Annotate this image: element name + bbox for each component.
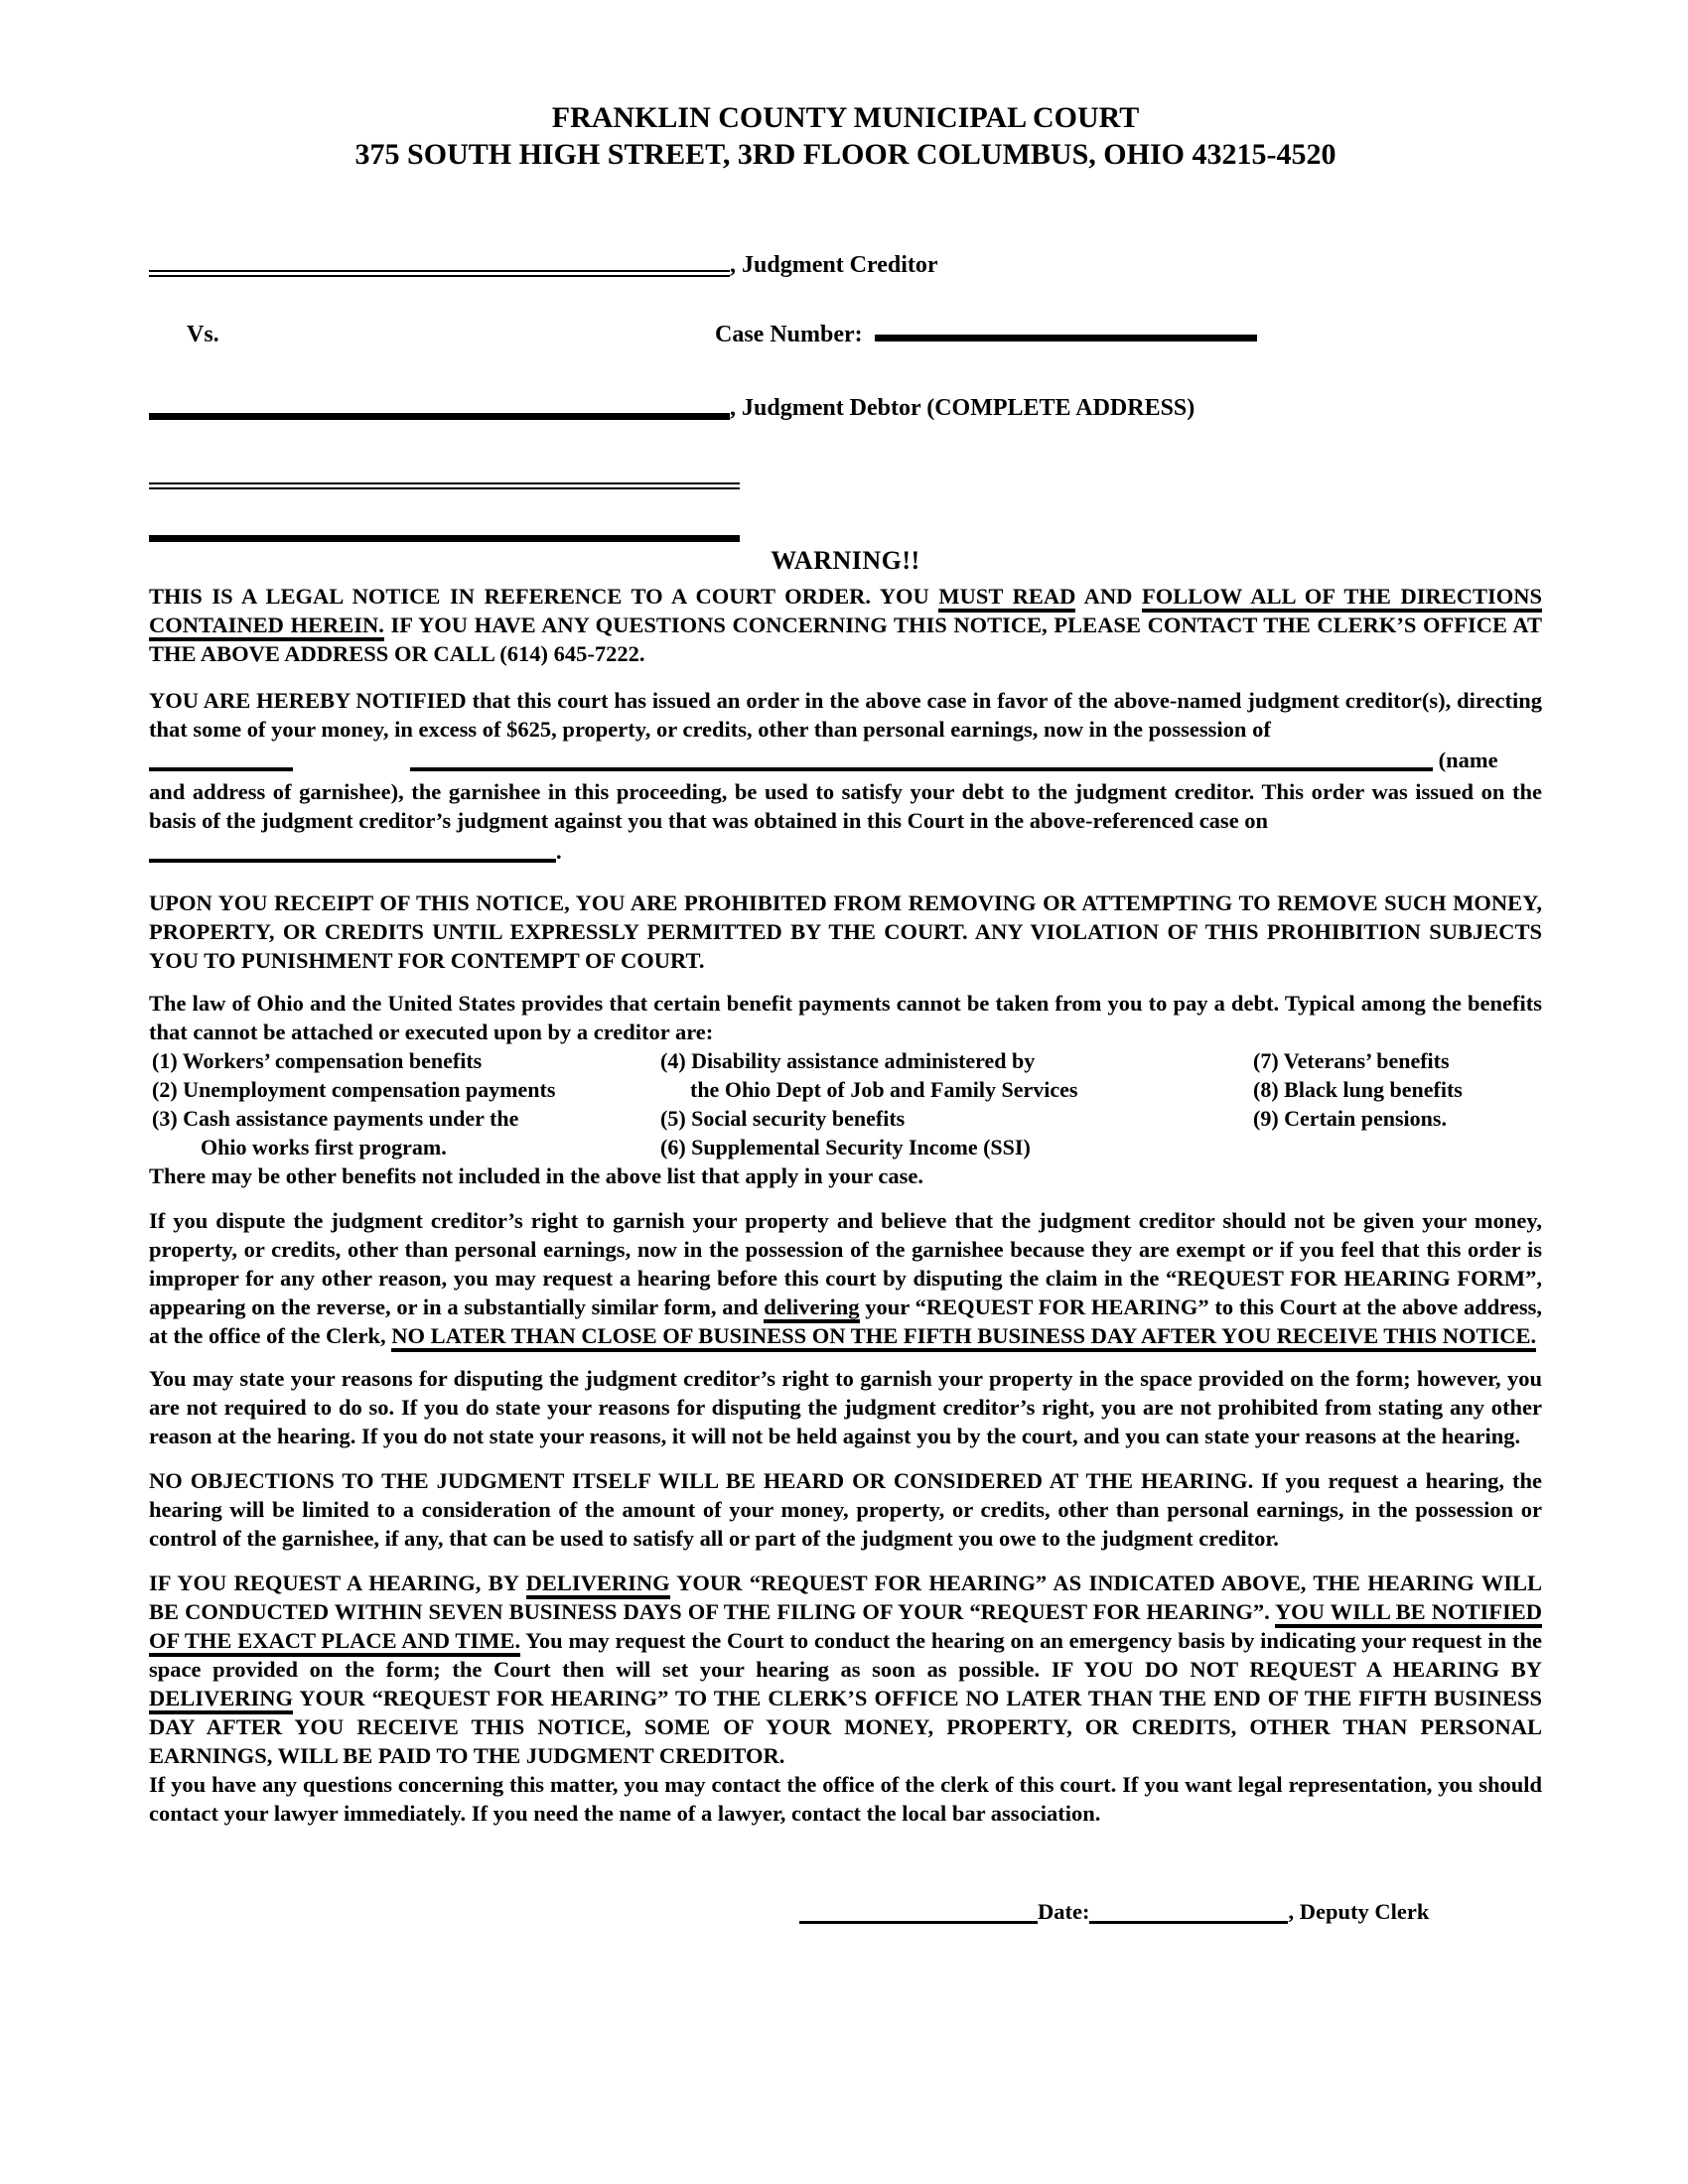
benefit-item-continuation: Ohio works first program. [201,1135,447,1160]
benefit-item: (9) Certain pensions. [1253,1106,1447,1131]
text-segment: THIS IS A LEGAL NOTICE IN REFERENCE TO A COURT ORDER. YOU [149,584,939,609]
benefit-item: (6) Supplemental Security Income (SSI) [660,1135,1031,1160]
judgment-debtor-row [149,393,1542,423]
judgment-creditor-blank[interactable] [149,264,730,277]
judgment-creditor-label: , Judgment Creditor [730,252,938,278]
benefit-item: (7) Veterans’ benefits [1253,1048,1450,1073]
vs-label: Vs. [187,322,219,347]
document-content [149,0,1542,1927]
date-blank[interactable] [1089,1917,1288,1924]
garnishee-blank-row [149,744,1542,777]
date-label: Date: [1038,1899,1090,1924]
benefits-list [149,1046,1542,1161]
paragraph-prohibition: UPON YOU RECEIPT OF THIS NOTICE, YOU ARE PROHIBITED FROM REMOVING OR ATTEMPTING TO REMOVE SUCH MONEY, PROPERTY, OR CREDITS UNTIL EXPRESSLY PERMITTED BY THE COURT. ANY VIOLATION OF THIS PROHIBITION SUBJECTS YOU TO PUNISHMENT FOR CONTEMPT OF COURT. [149,890,1542,973]
signature-row [799,1897,1542,1927]
benefit-item: (1) Workers’ compensation benefits [152,1048,483,1073]
vs-case-number-row [149,320,1542,349]
paragraph-benefits-intro: The law of Ohio and the United States provides that certain benefit payments cannot be taken from you to pay a debt. Typical among the benefits that cannot be attached or executed upon by a creditor are: [149,991,1542,1044]
benefit-item-continuation: the Ohio Dept of Job and Family Services [690,1077,1078,1102]
delivering-underlined-phrase: DELIVERING [526,1570,670,1599]
text-segment: YOUR “REQUEST FOR HEARING” TO THE CLERK’S OFFICE NO LATER THAN THE END OF THE FIFTH BUSINESS DAY AFTER YOU RECEIVE THIS NOTICE, SOME OF YOUR MONEY, PROPERTY, OR CREDITS, OTHER THAN PERSONAL EARNINGS, WILL BE PAID TO THE JUDGMENT CREDITOR. [149,1686,1542,1768]
paragraph-legal-notice [149,582,1542,668]
paragraph-reasons: You may state your reasons for disputing the judgment creditor’s right to garnish your property in the space provided on the form; however, you are not required to do so. If you do state your reasons for disputing the judgment creditor’s right, you are not prohibited from stating any other reason at the hearing. If you do not state your reasons, it will not be held against you by the court, and you can state your reasons at the hearing. [149,1366,1542,1448]
paragraph-objections: NO OBJECTIONS TO THE JUDGMENT ITSELF WILL BE HEARD OR CONSIDERED AT THE HEARING. If you request a hearing, the hearing will be limited to a consideration of the amount of your money, property, or credits, other than personal earnings, in the possession or control of the garnishee, if any, that can be used to satisfy all or part of the judgment you owe to the judgment creditor. [149,1468,1542,1551]
paragraph-dispute [149,1206,1542,1350]
text-segment: You may request the Court to conduct the hearing on an emergency basis by indicating your request in the space provided on the form; the Court then will set your hearing as soon as possible. IF YOU DO NOT REQUEST A HEARING BY [149,1628,1542,1682]
paragraph-notified-continued [149,777,1542,835]
text-segment: AND [1075,584,1142,609]
judgment-creditor-row [149,250,1542,280]
text-segment: and address of garnishee), the garnishee in this proceeding, be used to satisfy your debt to the judgment creditor. This order was issued on the basis of the judgment creditor’s judgment against you that was obtained in this Court in the above-referenced case on [149,779,1542,833]
delivering-underlined-phrase: delivering [764,1295,859,1323]
notified-place-time-underlined-phrase: YOU WILL BE NOTIFIED OF THE EXACT PLACE AND TIME. [149,1599,1542,1657]
document-header [149,0,1542,173]
garnishee-name-blank-short[interactable] [149,766,293,771]
debtor-address-blank-1[interactable] [149,482,740,489]
benefit-item [1253,1133,1542,1161]
court-name-title: FRANKLIN COUNTY MUNICIPAL COURT [551,101,1140,134]
paragraph-notified [149,686,1542,744]
must-read-underlined-phrase: MUST READ [938,584,1075,613]
paragraph-hearing [149,1569,1542,1770]
text-segment: IF YOU REQUEST A HEARING, BY [149,1570,526,1595]
judgment-debtor-label: , Judgment Debtor (COMPLETE ADDRESS) [730,395,1196,421]
text-segment: YOU ARE HEREBY NOTIFIED that this court has issued an order in the above case in favor of the above-named judgment creditor(s), directing that some of your money, in excess of $625, property, or credits, other than personal earnings, now in the possession of [149,688,1542,742]
garnishee-name-suffix: (name [1438,748,1498,772]
garnishee-name-blank-long[interactable] [410,766,1433,771]
text-segment: If you dispute the judgment creditor’s right to garnish your property and believe that the judgment creditor should not be given your money, property, or credits, other than personal earnings, now in the possession of the garnishee because they are exempt or if you feel that this order is improper for any other reason, you may request a hearing before this court by disputing the claim in the “REQUEST FOR HEARING FORM”, appearing on the reverse, or in a substantially similar form, and [149,1208,1542,1319]
text-segment: IF YOU HAVE ANY QUESTIONS CONCERNING THIS NOTICE, PLEASE CONTACT THE CLERK’S OFFICE AT THE ABOVE ADDRESS OR CALL (614) 645-7222. [149,613,1542,666]
benefit-item: (5) Social security benefits [660,1106,906,1131]
paragraph-questions: If you have any questions concerning this matter, you may contact the office of the clerk of this court. If you want legal representation, you should contact your lawyer immediately. If you need the name of a lawyer, contact the local bar association. [149,1772,1542,1826]
case-number-label: Case Number: [715,322,863,347]
benefit-item: (2) Unemployment compensation payments [152,1077,556,1102]
text-segment: YOUR “REQUEST FOR HEARING” AS INDICATED ABOVE, THE HEARING WILL BE CONDUCTED WITHIN SEVEN BUSINESS DAYS OF THE FILING OF YOUR “REQUEST FOR HEARING”. [149,1570,1542,1624]
debtor-address-blank-2[interactable] [149,535,740,542]
court-address: 375 SOUTH HIGH STREET, 3RD FLOOR COLUMBUS, OHIO 43215-4520 [354,138,1336,171]
warning-heading: WARNING!! [771,546,920,575]
judgment-debtor-blank[interactable] [149,407,730,420]
delivering-underlined-phrase: DELIVERING [149,1686,293,1714]
judgment-date-row [149,835,1542,869]
benefit-item: (3) Cash assistance payments under the [152,1106,519,1131]
judgment-date-blank[interactable] [149,858,556,863]
deputy-clerk-label: , Deputy Clerk [1288,1899,1430,1924]
benefit-item: (4) Disability assistance administered by [660,1048,1036,1073]
text-segment: . [556,839,562,864]
follow-directions-underlined-phrase: FOLLOW ALL OF THE DIRECTIONS CONTAINED HEREIN. [149,584,1542,641]
deadline-underlined-phrase: NO LATER THAN CLOSE OF BUSINESS ON THE FIFTH BUSINESS DAY AFTER YOU RECEIVE THIS NOTICE. [391,1323,1536,1352]
text-segment: your “REQUEST FOR HEARING” to this Court at the above address, at the office of the Clerk, [149,1295,1542,1348]
signature-blank[interactable] [799,1917,1038,1924]
benefit-item: (8) Black lung benefits [1253,1077,1463,1102]
case-number-blank[interactable] [875,329,1257,341]
benefits-outro-note: There may be other benefits not included in the above list that apply in your case. [149,1163,924,1188]
